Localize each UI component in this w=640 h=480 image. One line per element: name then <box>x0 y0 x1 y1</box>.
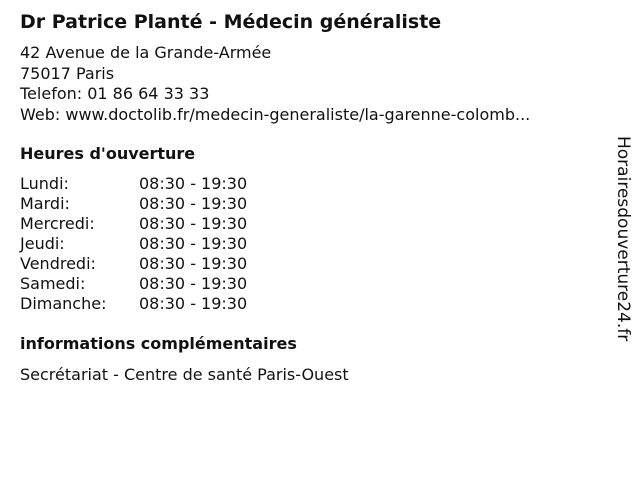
time-range: 08:30 - 19:30 <box>139 174 248 193</box>
day-label: Lundi: <box>20 174 69 193</box>
time-range: 08:30 - 19:30 <box>139 194 248 213</box>
page-title: Dr Patrice Planté - Médecin généraliste <box>20 11 442 33</box>
day-label: Dimanche: <box>20 294 107 313</box>
day-label: Mercredi: <box>20 214 95 233</box>
site-watermark: Horairesdouverture24.fr <box>613 136 633 342</box>
day-label: Mardi: <box>20 194 70 213</box>
day-label: Samedi: <box>20 274 86 293</box>
day-label: Jeudi: <box>20 234 65 253</box>
phone-number: Telefon: 01 86 64 33 33 <box>20 84 210 103</box>
address-block <box>20 43 530 125</box>
time-range: 08:30 - 19:30 <box>139 214 248 233</box>
website-link: Web: www.doctolib.fr/medecin-generaliste/la-garenne-colomb... <box>20 104 531 124</box>
opening-hours-heading: Heures d'ouverture <box>20 144 196 163</box>
time-range: 08:30 - 19:30 <box>139 274 248 293</box>
day-label: Vendredi: <box>20 254 96 273</box>
city-postal-code: 75017 Paris <box>20 63 115 83</box>
time-range: 08:30 - 19:30 <box>139 294 248 313</box>
street-address: 42 Avenue de la Grande-Armée <box>20 43 272 62</box>
time-range: 08:30 - 19:30 <box>139 234 248 253</box>
time-range: 08:30 - 19:30 <box>139 254 248 273</box>
additional-info-text: Secrétariat - Centre de santé Paris-Ouest <box>20 365 349 384</box>
additional-info-heading: informations complémentaires <box>20 334 297 353</box>
